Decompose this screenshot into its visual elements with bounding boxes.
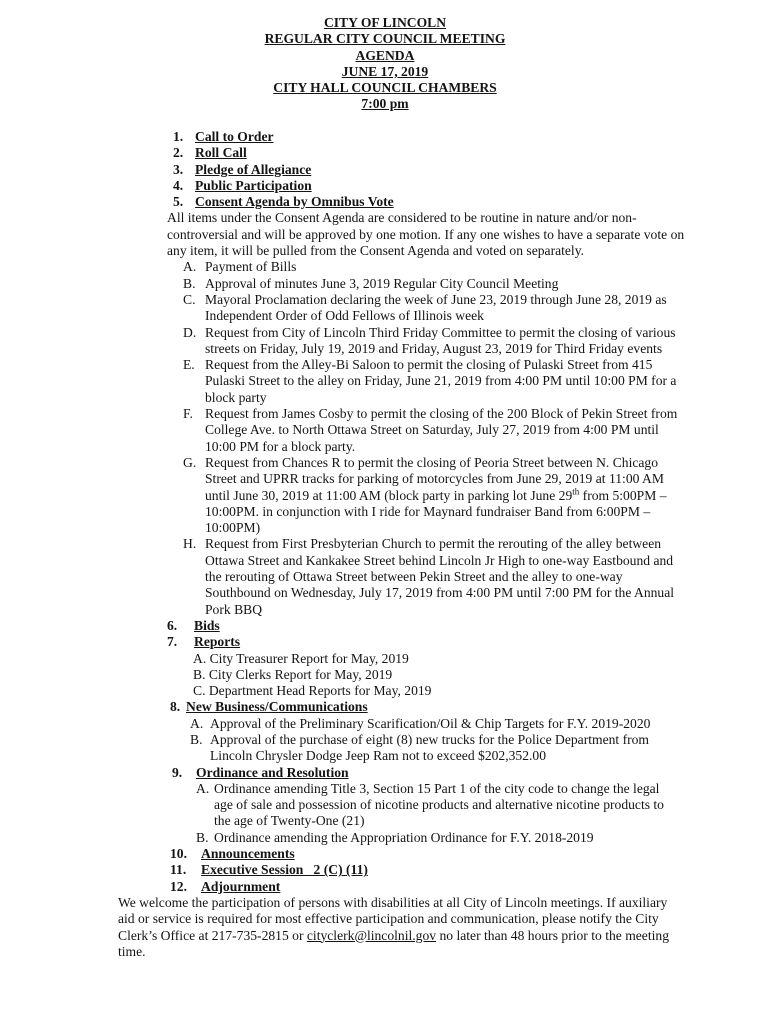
agenda-item bbox=[0, 862, 770, 878]
clerk-email-link[interactable]: cityclerk@lincolnil.gov bbox=[306, 927, 437, 943]
header-time: 7:00 pm bbox=[361, 96, 409, 112]
agenda-item bbox=[0, 879, 770, 895]
report-text: C. Department Head Reports for May, 2019 bbox=[193, 683, 432, 699]
item-number: 10. bbox=[170, 846, 187, 862]
report-text: A. City Treasurer Report for May, 2019 bbox=[193, 650, 409, 666]
item-letter: G. bbox=[183, 454, 197, 470]
item-text-part: from 5:00PM – 10:00PM. in conjunction with I ride for Maynard fundraiser Band from 6:00PM – 10:00PM) bbox=[205, 487, 667, 536]
item-text: Request from City of Lincoln Third Friday Committee to permit the closing of various streets on Friday, July 19, 2019 and Friday, August 23, 2019 for Third Friday events bbox=[205, 324, 676, 356]
agenda-header bbox=[0, 15, 770, 113]
agenda-item bbox=[0, 178, 770, 194]
item-number: 9. bbox=[172, 764, 183, 780]
agenda-item bbox=[0, 634, 770, 650]
item-text: Mayoral Proclamation declaring the week of June 23, 2019 through June 28, 2019 as Independent Order of Odd Fellows of Illinois week bbox=[205, 291, 667, 324]
consent-item bbox=[183, 325, 683, 358]
item-number: 1. bbox=[173, 129, 184, 144]
consent-intro: All items under the Consent Agenda are considered to be routine in nature and/or non-controversial and will be approved by one motion. If any one wishes to have a separate vote on any item, it will be pulled from the Consent Agenda and voted on separately. bbox=[167, 210, 685, 259]
item-letter: B. bbox=[183, 275, 196, 291]
agenda-item bbox=[0, 699, 770, 715]
item-title: Executive Session 2 (C) (11) bbox=[201, 862, 368, 878]
item-letter: B. bbox=[196, 829, 209, 845]
ordinance-item bbox=[196, 781, 680, 830]
item-text: Approval of the purchase of eight (8) new trucks for the Police Department from Lincoln Chrysler Dodge Jeep Ram not to exceed $202,352.00 bbox=[210, 731, 650, 764]
item-number: 4. bbox=[173, 177, 184, 193]
notice-text: We welcome the participation of persons with disabilities at all City of Lincoln meetings. If auxiliary aid or service is required for most effective participation and communication, please notify the City Clerk’s Office at 217-735-2815 or bbox=[118, 894, 668, 943]
consent-item bbox=[183, 259, 683, 275]
report-item bbox=[0, 667, 770, 683]
consent-item bbox=[183, 536, 683, 617]
agenda-item bbox=[0, 145, 770, 161]
report-text: B. City Clerks Report for May, 2019 bbox=[193, 666, 393, 682]
item-title: Roll Call bbox=[195, 145, 247, 161]
agenda-item bbox=[0, 162, 770, 178]
item-number: 8. bbox=[170, 699, 181, 715]
item-text: Approval of minutes June 3, 2019 Regular City Council Meeting bbox=[205, 275, 559, 291]
item-text bbox=[183, 455, 683, 536]
item-letter: F. bbox=[183, 406, 193, 422]
ordinal-suffix: th bbox=[572, 486, 580, 496]
item-number: 2. bbox=[173, 145, 184, 161]
item-text: Request from the Alley-Bi Saloon to permit the closing of Pulaski Street from 415 Pulaski Street to the alley on Friday, June 21, 2019 from 4:00 PM until 10:00 PM for a block party bbox=[205, 357, 677, 405]
agenda-item bbox=[0, 618, 770, 634]
item-letter: A. bbox=[196, 780, 210, 796]
accessibility-notice bbox=[118, 895, 678, 960]
newbiz-item bbox=[190, 716, 680, 732]
item-number: 3. bbox=[173, 161, 184, 177]
consent-item bbox=[183, 357, 683, 406]
item-title: Consent Agenda by Omnibus Vote bbox=[195, 194, 394, 210]
item-number: 12. bbox=[170, 878, 187, 894]
agenda-body bbox=[0, 129, 770, 960]
item-title: Call to Order bbox=[195, 129, 274, 144]
consent-item bbox=[183, 455, 683, 536]
consent-item bbox=[183, 406, 683, 455]
consent-item bbox=[183, 276, 683, 292]
agenda-item bbox=[0, 765, 770, 781]
item-title: Public Participation bbox=[195, 177, 312, 193]
consent-item bbox=[183, 292, 683, 325]
item-text: Payment of Bills bbox=[205, 259, 297, 275]
notice-text: no later than 48 hours prior to the meeting time. bbox=[118, 927, 669, 959]
agenda-item bbox=[0, 129, 770, 145]
item-number: 11. bbox=[170, 862, 187, 878]
report-item bbox=[0, 683, 770, 699]
item-title: Reports bbox=[194, 634, 241, 650]
agenda-item bbox=[0, 846, 770, 862]
item-title: Adjournment bbox=[201, 878, 281, 894]
item-letter: E. bbox=[183, 357, 195, 373]
item-letter: A. bbox=[183, 259, 197, 275]
item-letter: B. bbox=[190, 731, 203, 747]
item-title: Announcements bbox=[201, 846, 295, 862]
item-text: Request from James Cosby to permit the closing of the 200 Block of Pekin Street from College Ave. to North Ottawa Street on Saturday, July 27, 2019 from 4:00 PM until 10:00 PM for a block party. bbox=[205, 406, 678, 454]
item-letter: A. bbox=[190, 715, 204, 731]
item-letter: D. bbox=[183, 324, 197, 340]
item-number: 6. bbox=[167, 617, 178, 633]
item-number: 5. bbox=[173, 194, 184, 210]
ordinance-item bbox=[196, 830, 680, 846]
newbiz-item bbox=[190, 732, 680, 765]
report-item bbox=[0, 651, 770, 667]
header-city: CITY OF LINCOLN bbox=[323, 15, 447, 30]
item-text: Ordinance amending the Appropriation Ordinance for F.Y. 2018-2019 bbox=[214, 829, 594, 845]
item-number: 7. bbox=[167, 634, 178, 650]
item-text-part: Request from Chances R to permit the closing of Peoria Street between N. Chicago Street and UPRR tracks for parking of motorcycles from June 29, 2019 at 11:00 AM until June 30, 2019 at 11:00 AM (block party in parking lot June 29 bbox=[205, 454, 664, 503]
item-title: Bids bbox=[194, 617, 220, 633]
item-letter: C. bbox=[183, 291, 196, 307]
header-date: JUNE 17, 2019 bbox=[341, 63, 429, 79]
item-text: Ordinance amending Title 3, Section 15 Part 1 of the city code to change the legal age of sale and possession of nicotine products and alternative nicotine products to the age of Twenty-One (21) bbox=[214, 780, 664, 829]
item-text: Approval of the Preliminary Scarification/Oil & Chip Targets for F.Y. 2019-2020 bbox=[210, 715, 651, 731]
item-title: Ordinance and Resolution bbox=[196, 764, 349, 780]
item-title: Pledge of Allegiance bbox=[195, 161, 312, 177]
header-meeting: REGULAR CITY COUNCIL MEETING bbox=[264, 31, 506, 47]
item-text: Request from First Presbyterian Church to permit the rerouting of the alley between Ottawa Street and Kankakee Street behind Lincoln Jr High to one-way Eastbound and the rerouting of Ottawa Street between Pekin Street and the alley to one-way Southbound on Wednesday, July 17, 2019 from 4:00 PM until 7:00 PM for the Annual Pork BBQ bbox=[205, 536, 675, 617]
agenda-item bbox=[0, 194, 770, 210]
header-location: CITY HALL COUNCIL CHAMBERS bbox=[273, 80, 497, 96]
item-title: New Business/Communications bbox=[186, 699, 368, 715]
header-agenda: AGENDA bbox=[355, 47, 415, 63]
item-letter: H. bbox=[183, 536, 197, 552]
